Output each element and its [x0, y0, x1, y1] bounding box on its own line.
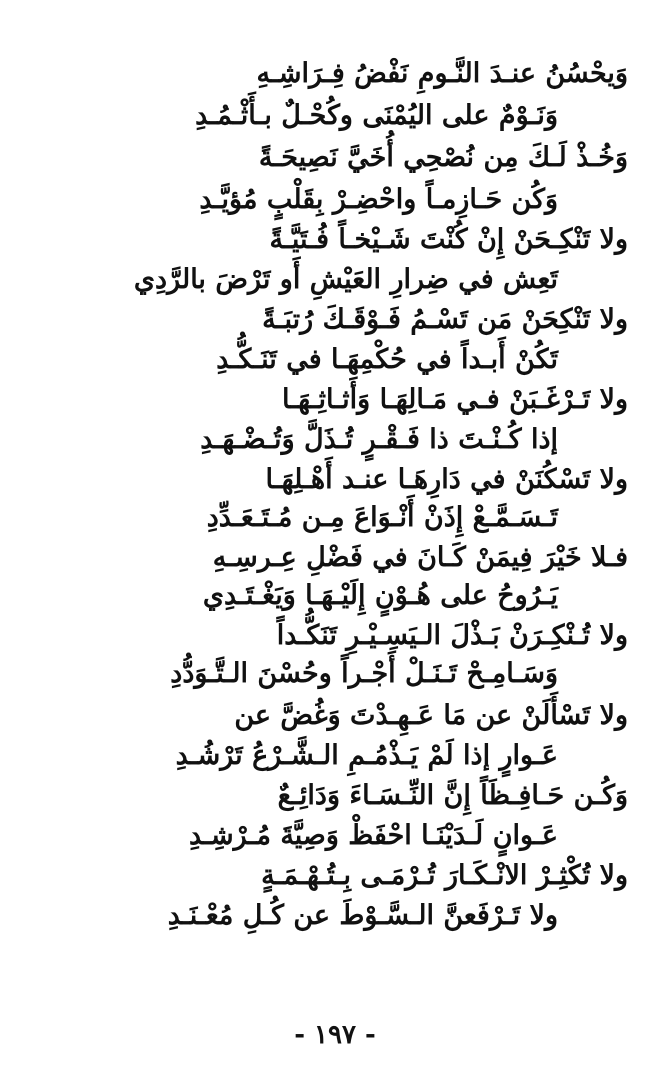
verse-line-13: فـلا خَيْرَ فِيمَنْ كَـانَ في فَضْلِ عِـرسِـهِ: [212, 542, 628, 573]
verse-line-7: ولا تَنْكِحَنْ مَن تَسْـمُ فَـوْقَـكَ رُتبَـةً: [262, 304, 628, 335]
verse-line-12: تَـسَـمَّـعْ إِذَنْ أَنْـوَاعَ مِـن مُـتَـعَـدِّدِ: [206, 502, 558, 533]
verse-line-2: وَنَـوْمٌ على اليُمْنَى وكُحْـلٌ بـأَثْـمُـدِ: [195, 100, 558, 131]
verse-line-3: وَخُـذْ لَـكَ مِن نُصْحِي أُخَيَّ نَصِيحَـةً: [258, 142, 628, 173]
verse-line-1: وَيحْسُنُ عنـدَ النَّـومِ نَفْضُ فِـرَاشِـهِ: [256, 58, 628, 89]
verse-line-17: ولا تَسْأَلَنْ عن مَا عَـهِـدْتَ وَغُضَّ عن: [234, 700, 628, 731]
verse-line-22: ولا تَـرْفَعنَّ الـسَّـوْطَ عن كُـلِ مُعْـنَـدِ: [167, 900, 558, 931]
verse-line-16: وَسَـامِـحْ تَـنَـلْ أَجْـراً وحُسْنَ الـتَّـوَدُّدِ: [170, 658, 558, 689]
verse-line-8: تَكُنْ أَبـداً في حُكْمِهَـا في تَنَـكُّـدِ: [216, 344, 558, 375]
verse-line-10: إذا كُـنْـتَ ذا فَـقْـرٍ تُـذَلَّ وَتُـضْـهَـدِ: [200, 424, 558, 455]
verse-line-14: يَـرُوحُ على هُـوْنٍ إِلَيْـهَـا وَيَغْـتَـدِي: [202, 580, 558, 611]
verse-line-6: تَعِش في ضِرارِ العَيْشِ أَو تَرْضَ بالرَّدِي: [133, 264, 558, 295]
verse-line-4: وَكُن حَـازِمـاً واحْضِـرْ بِقَلْبٍ مُؤيَّـدِ: [199, 184, 558, 215]
verse-line-9: ولا تَـرْغَـبَنْ فـي مَـالِهَـا وَأَثـاثِـهَـا: [281, 384, 628, 415]
verse-line-20: عَـوانٍ لَـدَيْنَـا احْفَظْ وَصِيَّةَ مُـرْشِـدِ: [188, 820, 558, 851]
verse-line-11: ولا تَسْكُنَنْ في دَارِهَـا عنـد أَهْـلِهَـا: [265, 464, 628, 495]
verse-line-5: ولا تَنْكِـحَنْ إِنْ كُنْتَ شَـيْخـاً فُـتَيَّـةً: [269, 224, 628, 255]
page-number: - ١٩٧ -: [294, 1020, 376, 1050]
verse-line-18: عَـوارٍ إذا لَمْ يَـذْمُـمِ الـشَّـرْعُ تَرْشُـدِ: [175, 740, 558, 771]
verse-line-19: وَكُـن حَـافِـظَاً إِنَّ النِّـسَـاءَ وَدَائِـعٌ: [277, 780, 628, 811]
verse-line-15: ولا تُـنْكِـرَنْ بَـذْلَ الـيَسِـيْـرِ تَنَكُّـداً: [276, 620, 628, 651]
verse-line-21: ولا تُكْثِـرْ الانْـكَـارَ تُـرْمَـى بِـتُـهْـمَـةٍ: [261, 860, 628, 891]
